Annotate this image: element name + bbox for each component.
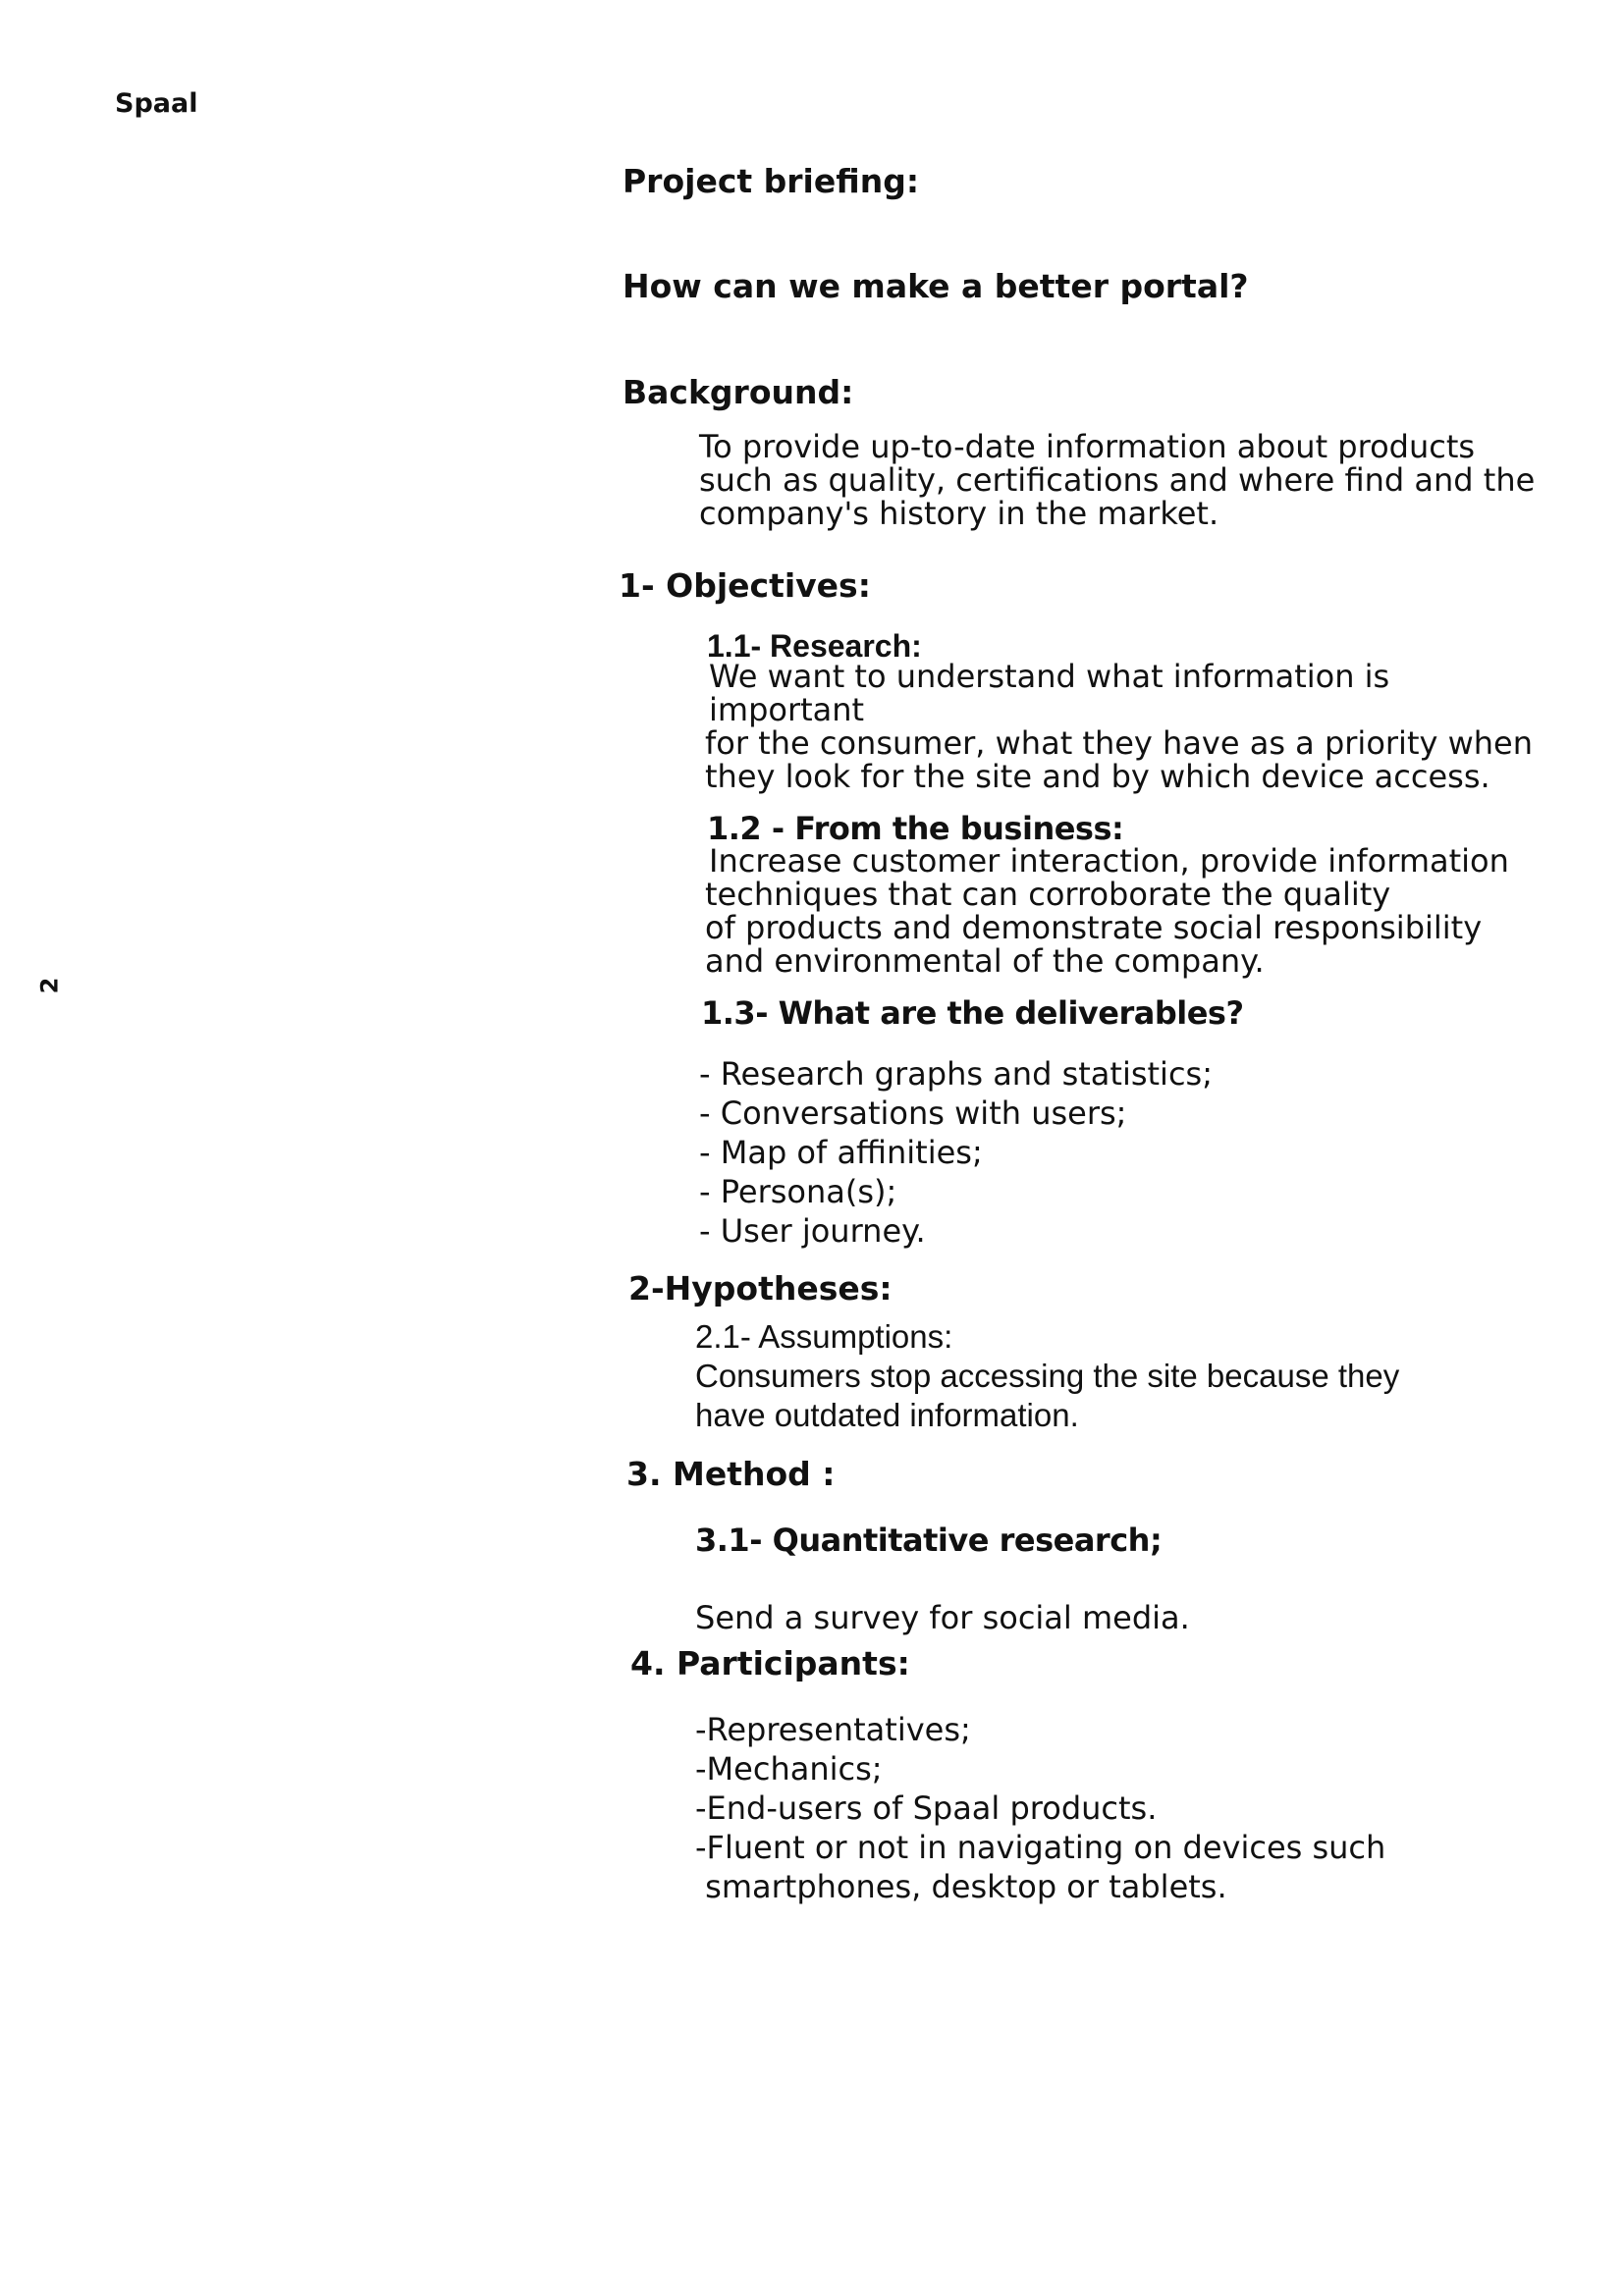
hypotheses-line: Consumers stop accessing the site because they xyxy=(695,1358,1400,1394)
hypotheses-text xyxy=(695,1317,1399,1435)
hypotheses-heading: 2-Hypotheses: xyxy=(628,1269,893,1308)
list-item: -Representatives; xyxy=(695,1711,971,1748)
hypotheses-line: have outdated information. xyxy=(695,1397,1079,1433)
business-line: techniques that can corroborate the quality xyxy=(705,876,1391,913)
list-item: -End-users of Spaal products. xyxy=(695,1789,1158,1827)
list-item: - Persona(s); xyxy=(699,1173,897,1210)
list-item: smartphones, desktop or tablets. xyxy=(695,1868,1227,1905)
background-line: such as quality, certifications and where find and the xyxy=(699,461,1536,499)
research-line: they look for the site and by which device access. xyxy=(705,758,1490,795)
method-subheading: 3.1- Quantitative research; xyxy=(695,1522,1163,1559)
objectives-heading: 1- Objectives: xyxy=(619,566,871,605)
business-line: of products and demonstrate social responsibility xyxy=(705,909,1483,946)
list-item: - Research graphs and statistics; xyxy=(699,1055,1213,1093)
list-item: - Map of affinities; xyxy=(699,1134,983,1171)
business-text xyxy=(705,844,1509,978)
research-line: We want to understand what information is xyxy=(709,658,1390,695)
list-item: -Fluent or not in navigating on devices such xyxy=(695,1829,1386,1866)
business-line: and environmental of the company. xyxy=(705,942,1265,980)
business-heading: 1.2 - From the business: xyxy=(707,810,1124,847)
method-heading: 3. Method : xyxy=(626,1455,836,1493)
research-text xyxy=(705,660,1533,793)
page-title: Project briefing: xyxy=(623,162,920,200)
research-line: for the consumer, what they have as a priority when xyxy=(705,724,1534,762)
background-text xyxy=(699,430,1535,530)
deliverables-heading: 1.3- What are the deliverables? xyxy=(701,994,1244,1032)
research-heading: 1.1- Research: xyxy=(707,628,922,664)
participants-list xyxy=(695,1710,1385,1906)
background-heading: Background: xyxy=(623,373,854,411)
method-text: Send a survey for social media. xyxy=(695,1599,1190,1636)
business-line: Increase customer interaction, provide information xyxy=(709,842,1509,880)
background-line: To provide up-to-date information about products xyxy=(699,428,1476,465)
hypotheses-line: 2.1- Assumptions: xyxy=(695,1318,953,1355)
deliverables-list xyxy=(699,1054,1213,1251)
research-line: important xyxy=(709,691,865,728)
background-line: company's history in the market. xyxy=(699,495,1219,532)
brand-name: Spaal xyxy=(115,88,198,119)
page-number: 2 xyxy=(35,977,64,994)
participants-heading: 4. Participants: xyxy=(630,1644,910,1682)
list-item: - Conversations with users; xyxy=(699,1095,1127,1132)
list-item: -Mechanics; xyxy=(695,1750,883,1788)
main-question: How can we make a better portal? xyxy=(623,267,1249,305)
list-item: - User journey. xyxy=(699,1212,926,1250)
